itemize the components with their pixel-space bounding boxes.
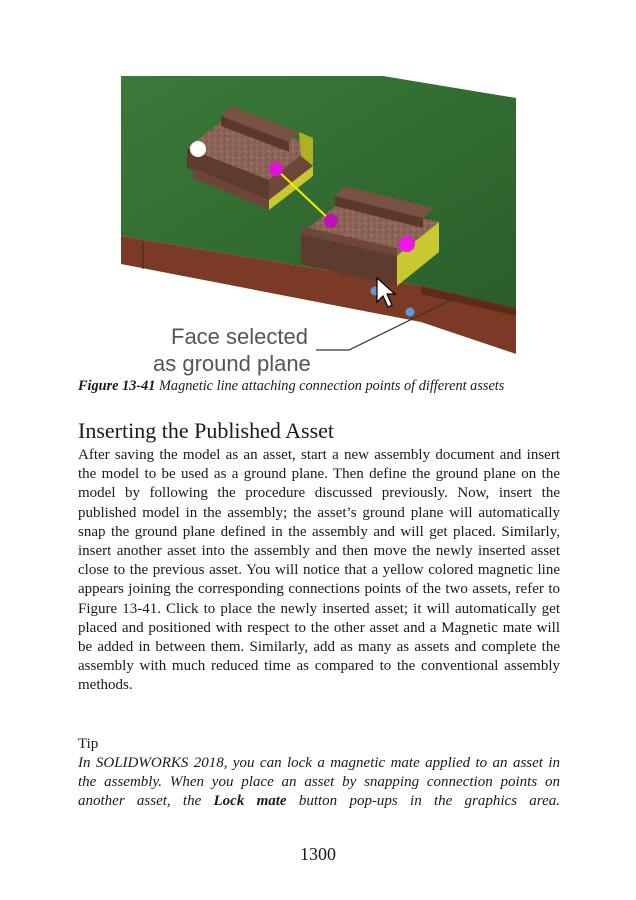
section-heading: Inserting the Published Asset [78,418,335,443]
connection-point [190,141,206,157]
caption-text: Magnetic line attaching connection points of different assets [155,378,505,394]
edge-point [406,308,415,317]
figure-caption [78,378,558,395]
connection-point [324,214,338,228]
tip-text-after: button pop-ups in the graphics area. [286,793,560,810]
body-paragraph: After saving the model as an asset, start a new assembly document and insert the model to be used as a ground plane. Then define the ground plane on the model by following the procedure discussed previously. Now, insert the published model in the assembly; the asset’s ground plane will automatically snap the ground plane defined in the assembly and will get placed. Similarly, insert another asset into the assembly and then move the newly inserted asset close to the previous asset. You will notice that a yellow colored magnetic line appears joining the corresponding connections points of the two assets, refer to Figure 13-41. Click to place the newly inserted asset; it will automatically get placed and positioned with respect to the other asset and a Magnetic mate will be added in between them. Similarly, add as many as assets and complete the assembly with much reduced time as compared to the conventional assembly methods. [78,447,560,694]
tip-bold-term: Lock mate [213,793,287,810]
caption-label: Figure 13-41 [78,378,156,394]
figure-image [121,76,516,376]
connection-point [399,236,415,252]
tip-text-before: In SOLIDWORKS 2018, you can lock a magnetic mate applied to an asset in the assembly. When you place an asset by snapping connection points on another asset, the [78,755,560,810]
assembly-illustration [121,76,516,376]
tip-label: Tip [78,736,99,752]
tip-body [78,754,560,812]
annotation-line-1: Face selected [171,324,308,349]
page-number: 1300 [300,844,336,864]
connection-point [269,162,283,176]
annotation-line-2: as ground plane [153,351,311,376]
